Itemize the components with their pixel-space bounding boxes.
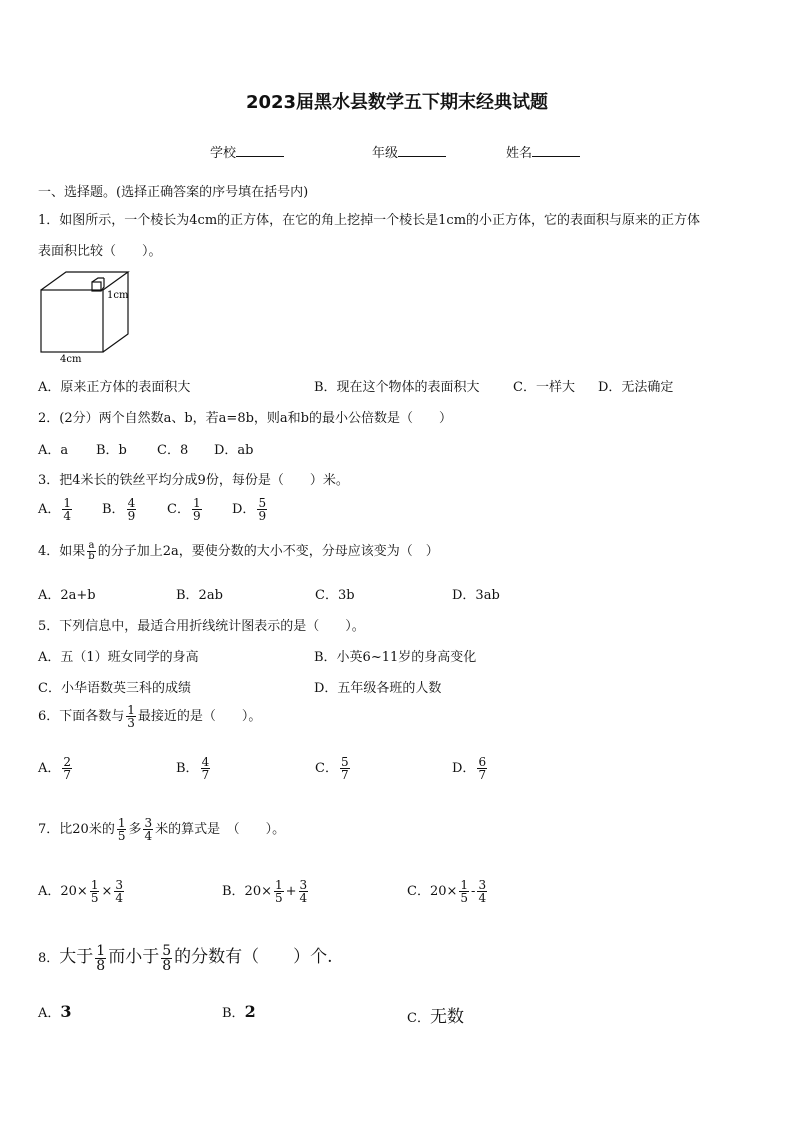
q1-text-line2: 表面积比较（ ）。 bbox=[38, 244, 162, 259]
q6-d-num: 6 bbox=[478, 755, 487, 769]
q3-a-label: A． bbox=[38, 502, 61, 517]
q6-a-den: 7 bbox=[63, 768, 72, 782]
q3-b-label: B． bbox=[102, 502, 125, 517]
q8-post: 的分数有（ ）个. bbox=[174, 947, 333, 967]
school-blank bbox=[236, 144, 284, 157]
q7-b-frac2 bbox=[299, 879, 309, 904]
q7-b-n2: 3 bbox=[299, 878, 308, 892]
q1-option-c[interactable]: C．一样大 bbox=[513, 380, 575, 395]
q8-option-c[interactable] bbox=[407, 1002, 464, 1027]
q8-a-label: A． bbox=[38, 1006, 61, 1021]
cube-right-face bbox=[103, 272, 128, 352]
q6-text bbox=[38, 704, 261, 729]
q1-option-b[interactable]: B．现在这个物体的表面积大 bbox=[314, 380, 480, 395]
q7-a-op: × bbox=[101, 884, 113, 899]
q3-text: 3．把4米长的铁丝平均分成9份，每份是（ ）米。 bbox=[38, 473, 349, 488]
q3-d-label: D． bbox=[232, 502, 256, 517]
school-field bbox=[210, 142, 284, 161]
q3-b-fraction bbox=[127, 497, 137, 522]
q6-b-label: B． bbox=[176, 761, 199, 776]
q8-f1-den: 8 bbox=[96, 958, 106, 974]
q7-c-d2: 4 bbox=[478, 891, 487, 905]
small-cube-label: 1cm bbox=[107, 290, 129, 301]
q3-c-label: C． bbox=[167, 502, 190, 517]
q6-a-label: A． bbox=[38, 761, 61, 776]
q8-fraction-2 bbox=[161, 944, 172, 973]
q8-b-value: 2 bbox=[244, 1002, 256, 1021]
q6-post: 最接近的是（ ）。 bbox=[137, 709, 262, 724]
grade-blank bbox=[398, 144, 446, 157]
q6-den: 3 bbox=[127, 716, 135, 730]
q7-a-d2: 4 bbox=[115, 891, 124, 905]
q7-c-frac2 bbox=[477, 879, 487, 904]
q5-option-b[interactable]: B．小英6~11岁的身高变化 bbox=[314, 650, 477, 665]
q3-d-den: 9 bbox=[258, 509, 267, 523]
q3-c-num: 1 bbox=[192, 496, 201, 510]
q7-c-n1: 1 bbox=[460, 878, 469, 892]
q7-fraction-2 bbox=[143, 817, 153, 842]
cube-edge-label: 4cm bbox=[60, 354, 82, 364]
q7-option-c[interactable] bbox=[407, 879, 489, 904]
q4-fraction bbox=[87, 541, 95, 562]
q6-a-fraction bbox=[62, 756, 72, 781]
q7-b-d1: 5 bbox=[275, 891, 283, 905]
q8-number: 8． bbox=[38, 951, 60, 966]
q8-c-label: C． bbox=[407, 1011, 430, 1026]
q7-b-n1: 1 bbox=[275, 878, 283, 892]
q6-c-fraction bbox=[340, 756, 350, 781]
cube-figure bbox=[36, 268, 146, 364]
grade-field bbox=[372, 142, 446, 161]
q2-text: 2．(2分）两个自然数a、b，若a=8b，则a和b的最小公倍数是（ ） bbox=[38, 411, 452, 426]
q7-c-label: C．20× bbox=[407, 884, 458, 899]
q5-option-d[interactable]: D．五年级各班的人数 bbox=[314, 681, 442, 696]
q2-option-a[interactable]: A．a bbox=[38, 443, 69, 458]
q1-option-d[interactable]: D．无法确定 bbox=[598, 380, 674, 395]
q3-option-d[interactable] bbox=[232, 497, 269, 522]
small-cube-top bbox=[92, 278, 104, 282]
q6-pre: 6．下面各数与 bbox=[38, 709, 125, 724]
q3-a-num: 1 bbox=[63, 496, 72, 510]
q6-c-label: C． bbox=[315, 761, 338, 776]
cube-front-face bbox=[41, 290, 103, 352]
q3-b-num: 4 bbox=[127, 496, 136, 510]
q4-option-d[interactable]: D．3ab bbox=[452, 588, 500, 603]
q7-f2-den: 4 bbox=[144, 829, 153, 843]
q3-option-a[interactable] bbox=[38, 497, 74, 522]
q4-pre: 4．如果 bbox=[38, 544, 86, 559]
q2-option-d[interactable]: D．ab bbox=[214, 443, 254, 458]
q7-a-n1: 1 bbox=[90, 878, 99, 892]
q4-post: 的分子加上2a，要使分数的大小不变，分母应该变为（ ） bbox=[97, 544, 439, 559]
q8-fraction-1 bbox=[95, 944, 106, 973]
q7-option-a[interactable] bbox=[38, 879, 126, 904]
q7-c-frac1 bbox=[459, 879, 469, 904]
q5-text: 5．下列信息中，最适合用折线统计图表示的是（ ）。 bbox=[38, 619, 365, 634]
q8-a-value: 3 bbox=[60, 1002, 72, 1021]
q6-option-c[interactable] bbox=[315, 756, 352, 781]
q6-b-fraction bbox=[201, 756, 211, 781]
q3-option-c[interactable] bbox=[167, 497, 204, 522]
q7-text bbox=[38, 817, 285, 842]
q6-a-num: 2 bbox=[63, 755, 72, 769]
q6-d-fraction bbox=[477, 756, 487, 781]
q3-b-den: 9 bbox=[127, 509, 136, 523]
q3-d-fraction bbox=[257, 497, 267, 522]
q3-a-den: 4 bbox=[63, 509, 72, 523]
q8-b-label: B． bbox=[222, 1006, 245, 1021]
q8-option-a[interactable] bbox=[38, 1002, 72, 1021]
q7-c-d1: 5 bbox=[460, 891, 469, 905]
q7-b-frac1 bbox=[274, 879, 284, 904]
q7-f1-num: 1 bbox=[117, 816, 126, 830]
q2-option-c[interactable]: C．8 bbox=[157, 443, 189, 458]
school-label: 学校 bbox=[210, 146, 237, 161]
q7-b-op: + bbox=[285, 884, 297, 899]
q4-option-b[interactable]: B．2ab bbox=[176, 588, 223, 603]
q7-pre: 7．比20米的 bbox=[38, 822, 115, 837]
q7-mid: 多 bbox=[128, 822, 142, 837]
q6-num: 1 bbox=[127, 703, 135, 717]
q5-option-a[interactable]: A．五（1）班女同学的身高 bbox=[38, 650, 199, 665]
grade-label: 年级 bbox=[372, 146, 399, 161]
q8-f1-num: 1 bbox=[96, 943, 106, 959]
q6-d-label: D． bbox=[452, 761, 476, 776]
name-field bbox=[506, 142, 580, 161]
q7-f2-num: 3 bbox=[144, 816, 153, 830]
q8-f2-den: 8 bbox=[162, 958, 172, 974]
q7-fraction-1 bbox=[117, 817, 127, 842]
q5-option-c[interactable]: C．小华语数英三科的成绩 bbox=[38, 681, 191, 696]
q8-option-b[interactable] bbox=[222, 1002, 256, 1021]
q7-a-n2: 3 bbox=[115, 878, 124, 892]
q1-text-line1: 1．如图所示，一个棱长为4cm的正方体，在它的角上挖掉一个棱长是1cm的小正方体，它的表面积与原来的正方体 bbox=[38, 213, 701, 228]
q3-c-den: 9 bbox=[192, 509, 201, 523]
q3-d-num: 5 bbox=[258, 496, 267, 510]
q1-option-a[interactable]: A．原来正方体的表面积大 bbox=[38, 380, 191, 395]
q6-option-a[interactable] bbox=[38, 756, 74, 781]
q8-c-value: 无数 bbox=[429, 1007, 464, 1027]
q6-c-den: 7 bbox=[340, 768, 349, 782]
q4-option-a[interactable]: A．2a+b bbox=[38, 588, 96, 603]
q8-text bbox=[38, 942, 333, 973]
q3-a-fraction bbox=[62, 497, 72, 522]
q7-b-d2: 4 bbox=[299, 891, 308, 905]
q6-option-b[interactable] bbox=[176, 756, 212, 781]
q7-b-label: B．20× bbox=[222, 884, 272, 899]
q7-f1-den: 5 bbox=[117, 829, 126, 843]
q7-option-b[interactable] bbox=[222, 879, 310, 904]
q3-option-b[interactable] bbox=[102, 497, 138, 522]
q7-a-label: A．20× bbox=[38, 884, 88, 899]
q7-post: 米的算式是 （ ）。 bbox=[155, 822, 286, 837]
q6-fraction bbox=[126, 704, 136, 729]
section-heading: 一、选择题。(选择正确答案的序号填在括号内) bbox=[38, 185, 309, 200]
q6-c-num: 5 bbox=[340, 755, 349, 769]
cube-top-face bbox=[41, 272, 128, 290]
q4-text bbox=[38, 540, 439, 562]
q7-a-frac1 bbox=[90, 879, 100, 904]
q6-b-den: 7 bbox=[201, 768, 210, 782]
q4-option-c[interactable]: C．3b bbox=[315, 588, 355, 603]
q6-option-d[interactable] bbox=[452, 756, 489, 781]
q7-a-frac2 bbox=[114, 879, 124, 904]
q7-c-n2: 3 bbox=[478, 878, 487, 892]
q8-f2-num: 5 bbox=[162, 943, 172, 959]
q6-d-den: 7 bbox=[478, 768, 487, 782]
q8-pre: 大于 bbox=[59, 947, 94, 967]
q3-c-fraction bbox=[192, 497, 202, 522]
q4-den: b bbox=[88, 551, 95, 562]
q7-a-d1: 5 bbox=[90, 891, 99, 905]
q4-num: a bbox=[88, 540, 95, 551]
q8-mid: 而小于 bbox=[108, 947, 160, 967]
q6-b-num: 4 bbox=[201, 755, 210, 769]
q2-option-b[interactable]: B．b bbox=[96, 443, 127, 458]
name-label: 姓名 bbox=[506, 146, 533, 161]
q7-c-op: - bbox=[471, 884, 476, 899]
page-title: 2023届黑水县数学五下期末经典试题 bbox=[245, 92, 549, 113]
name-blank bbox=[532, 144, 580, 157]
